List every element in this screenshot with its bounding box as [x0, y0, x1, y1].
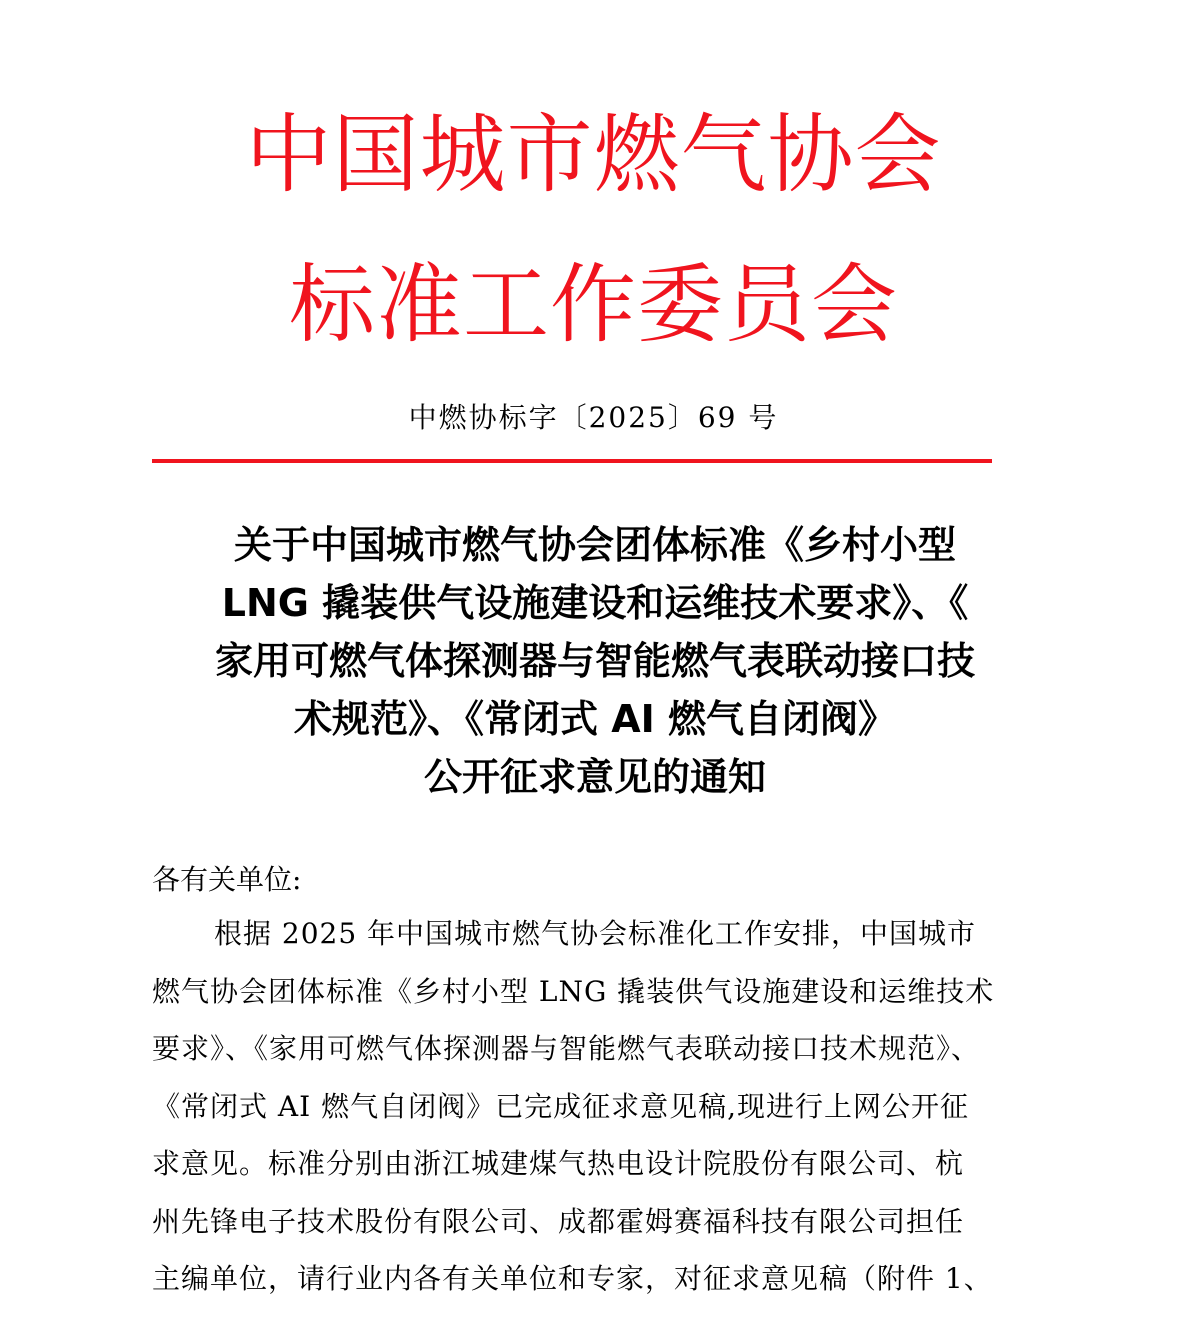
body-line: 州先锋电子技术股份有限公司、成都霍姆赛福科技有限公司担任	[152, 1204, 965, 1238]
body-line: 燃气协会团体标准《乡村小型 LNG 撬装供气设施建设和运维技术	[152, 974, 995, 1008]
notice-title-line: 家用可燃气体探测器与智能燃气表联动接口技	[214, 639, 975, 683]
body-line: 《常闭式 AI 燃气自闭阀》已完成征求意见稿,现进行上网公开征	[152, 1089, 969, 1123]
body-line: 求意见。标准分别由浙江城建煤气热电设计院股份有限公司、杭	[152, 1147, 965, 1180]
document-number: 中燃协标字〔2025〕69 号	[408, 401, 779, 434]
body-line: 要求》、《家用可燃气体探测器与智能燃气表联动接口技术规范》、	[152, 1032, 981, 1065]
notice-title-line: 公开征求意见的通知	[423, 755, 766, 799]
body-paragraph	[152, 917, 1047, 1323]
notice-title-line: LNG 撬装供气设施建设和运维技术要求》、《	[221, 581, 969, 625]
notice-title	[140, 516, 1050, 806]
issuing-committee-name: 标准工作委员会	[289, 255, 898, 355]
salutation: 各有关单位:	[152, 863, 302, 896]
body-line: 根据 2025 年中国城市燃气协会标准化工作安排，中国城市	[214, 917, 977, 950]
issuing-org-name: 中国城市燃气协会	[245, 105, 942, 205]
notice-title-line: 术规范》、《常闭式 AI 燃气自闭阀》	[293, 697, 896, 741]
body-line: 主编单位，请行业内各有关单位和专家，对征求意见稿（附件 1、	[152, 1262, 993, 1295]
notice-title-line: 关于中国城市燃气协会团体标准《乡村小型	[233, 523, 956, 567]
red-header-divider	[152, 459, 992, 463]
